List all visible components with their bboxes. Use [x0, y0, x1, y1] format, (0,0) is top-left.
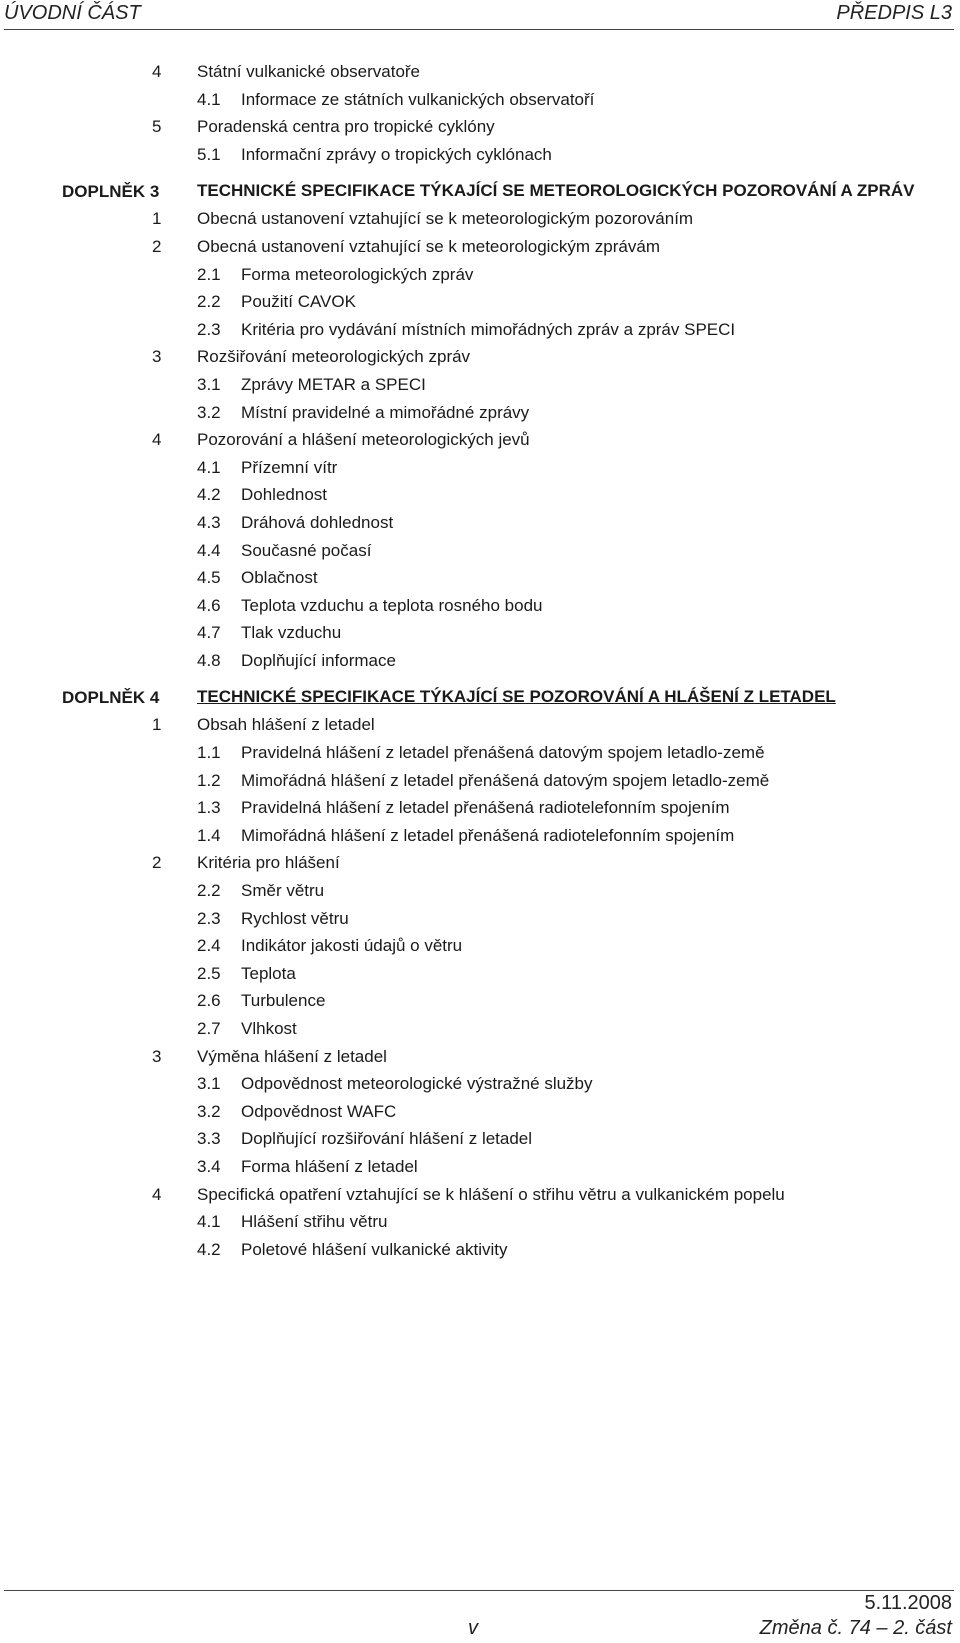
toc-item-number: 4.6	[197, 595, 221, 615]
toc-item-title: Pravidelná hlášení z letadel přenášená radiotelefonním spojením	[241, 798, 730, 818]
toc-item-title: Zprávy METAR a SPECI	[241, 374, 426, 394]
toc-item-title: Teplota vzduchu a teplota rosného bodu	[241, 595, 543, 615]
toc-item-number: 2.2	[197, 881, 221, 901]
toc-subsection-item	[0, 1098, 960, 1126]
appendix-title	[197, 178, 937, 203]
toc-subsection-item	[0, 1070, 960, 1098]
toc-subsection-item	[0, 371, 960, 399]
toc-item-title: Forma meteorologických zpráv	[241, 264, 474, 284]
toc-item-title: Forma hlášení z letadel	[241, 1156, 418, 1176]
appendix-title	[197, 684, 937, 709]
toc-item-title: Odpovědnost WAFC	[241, 1101, 397, 1121]
toc-section-item	[0, 58, 960, 86]
toc-item-number: 4.1	[197, 1212, 221, 1232]
toc-item-number: 3.3	[197, 1129, 221, 1149]
toc-subsection-item	[0, 1153, 960, 1181]
toc-appendix-heading	[0, 684, 960, 709]
toc-subsection-item	[0, 794, 960, 822]
toc-item-number: 4.1	[197, 457, 221, 477]
toc-item-number: 4	[152, 1184, 162, 1204]
toc-item-number: 4.8	[197, 650, 221, 670]
toc-subsection-item	[0, 1208, 960, 1236]
toc-item-number: 3.1	[197, 1074, 221, 1094]
toc-item-number: 3	[152, 1046, 162, 1066]
toc-item-number: 3.2	[197, 402, 221, 422]
toc-item-number: 2.6	[197, 991, 221, 1011]
toc-subsection-item	[0, 822, 960, 850]
toc-item-title: Současné počasí	[241, 540, 372, 560]
toc-item-title: Kritéria pro hlášení	[197, 853, 340, 873]
toc-appendix-heading	[0, 178, 960, 203]
toc-section-item	[0, 1181, 960, 1209]
toc-item-title: Poletové hlášení vulkanické aktivity	[241, 1239, 508, 1259]
toc-item-title: Mimořádná hlášení z letadel přenášená datovým spojem letadlo-země	[241, 770, 770, 790]
toc-item-title: Směr větru	[241, 881, 325, 901]
toc-item-title: Rychlost větru	[241, 908, 349, 928]
toc-item-number: 4.1	[197, 89, 221, 109]
toc-item-number: 5	[152, 117, 162, 137]
toc-item-number: 2.5	[197, 963, 221, 983]
toc-item-title: Kritéria pro vydávání místních mimořádných zpráv a zpráv SPECI	[241, 319, 736, 339]
toc-item-title: Státní vulkanické observatoře	[197, 62, 421, 81]
toc-item-title: Teplota	[241, 963, 296, 983]
toc-section-item	[0, 849, 960, 877]
toc-subsection-item	[0, 619, 960, 647]
toc-item-number: 2	[152, 236, 162, 256]
toc-section-item	[0, 343, 960, 371]
toc-item-number: 4.5	[197, 568, 221, 588]
toc-subsection-item	[0, 767, 960, 795]
toc-section-item	[0, 426, 960, 454]
toc-item-title: Použití CAVOK	[241, 292, 356, 312]
toc-item-title: Dohlednost	[241, 485, 328, 505]
toc-subsection-item	[0, 564, 960, 592]
toc-item-number: 2.3	[197, 908, 221, 928]
toc-item-number: 4.2	[197, 1239, 221, 1259]
toc-item-number: 3.4	[197, 1156, 221, 1176]
appendix-label: DOPLNĚK 3	[62, 182, 160, 202]
toc-section-item	[0, 205, 960, 233]
toc-item-number: 4	[152, 62, 162, 81]
toc-item-title: Pozorování a hlášení meteorologických jevů	[197, 430, 530, 450]
toc-subsection-item	[0, 592, 960, 620]
toc-subsection-item	[0, 905, 960, 933]
footer-amendment: Změna č. 74 – 2. část	[759, 1617, 952, 1639]
toc-item-title: Specifická opatření vztahující se k hlášení o střihu větru a vulkanickém popelu	[197, 1184, 785, 1204]
toc-item-title: Informační zprávy o tropických cyklónach	[241, 144, 552, 164]
toc-section-item	[0, 1043, 960, 1071]
toc-subsection-item	[0, 987, 960, 1015]
toc-subsection-item	[0, 261, 960, 289]
toc-subsection-item	[0, 481, 960, 509]
toc-item-number: 3.1	[197, 374, 221, 394]
header-divider	[4, 29, 954, 30]
toc-section-item	[0, 233, 960, 261]
toc-item-title: Odpovědnost meteorologické výstražné služby	[241, 1074, 593, 1094]
appendix-label: DOPLNĚK 4	[62, 688, 160, 708]
toc-subsection-item	[0, 960, 960, 988]
toc-item-number: 2	[152, 853, 162, 873]
toc-item-title: Poradenská centra pro tropické cyklóny	[197, 117, 495, 137]
toc-item-title: Mimořádná hlášení z letadel přenášená radiotelefonním spojením	[241, 825, 735, 845]
toc-item-number: 2.7	[197, 1019, 221, 1038]
toc-subsection-item	[0, 739, 960, 767]
toc-item-title: Pravidelná hlášení z letadel přenášená datovým spojem letadlo-země	[241, 743, 765, 763]
toc-item-number: 4.2	[197, 485, 221, 505]
footer-page-number: v	[468, 1617, 478, 1639]
toc-item-number: 1	[152, 715, 162, 735]
toc-item-number: 3.2	[197, 1101, 221, 1121]
toc-item-title: Hlášení střihu větru	[241, 1212, 388, 1232]
toc-subsection-item	[0, 1125, 960, 1153]
appendix-title-text: TECHNICKÉ SPECIFIKACE TÝKAJÍCÍ SE POZOROVÁNÍ A HLÁŠENÍ Z LETADEL	[197, 687, 836, 707]
table-of-contents	[0, 58, 960, 1263]
toc-subsection-item	[0, 647, 960, 675]
appendix-title-text: TECHNICKÉ SPECIFIKACE TÝKAJÍCÍ SE METEOROLOGICKÝCH POZOROVÁNÍ A ZPRÁV	[197, 181, 915, 201]
page-header	[0, 0, 960, 32]
toc-item-number: 3	[152, 347, 162, 367]
header-section-title: ÚVODNÍ ČÁST	[4, 2, 141, 24]
footer-date: 5.11.2008	[864, 1592, 952, 1614]
toc-subsection-item	[0, 288, 960, 316]
toc-item-number: 1.2	[197, 770, 221, 790]
toc-section-item	[0, 711, 960, 739]
toc-item-title: Informace ze státních vulkanických observatoří	[241, 89, 595, 109]
toc-item-title: Doplňující informace	[241, 650, 396, 670]
toc-subsection-item	[0, 509, 960, 537]
toc-item-number: 2.1	[197, 264, 221, 284]
toc-item-title: Obecná ustanovení vztahující se k meteorologickým pozorováním	[197, 209, 694, 229]
toc-subsection-item	[0, 932, 960, 960]
toc-item-number: 1.1	[197, 743, 221, 763]
toc-item-number: 1.3	[197, 798, 221, 818]
toc-item-title: Výměna hlášení z letadel	[197, 1046, 387, 1066]
toc-item-title: Doplňující rozšiřování hlášení z letadel	[241, 1129, 533, 1149]
toc-item-number: 5.1	[197, 144, 221, 164]
toc-subsection-item	[0, 454, 960, 482]
toc-item-number: 1	[152, 209, 162, 229]
toc-item-title: Rozšiřování meteorologických zpráv	[197, 347, 471, 367]
toc-item-title: Turbulence	[241, 991, 326, 1011]
toc-item-number: 4.7	[197, 623, 221, 643]
toc-item-title: Tlak vzduchu	[241, 623, 342, 643]
toc-subsection-item	[0, 399, 960, 427]
toc-subsection-item	[0, 877, 960, 905]
toc-item-number: 2.4	[197, 936, 221, 956]
toc-item-number: 2.3	[197, 319, 221, 339]
toc-item-number: 4	[152, 430, 162, 450]
toc-subsection-item	[0, 1015, 960, 1043]
toc-item-title: Oblačnost	[241, 568, 318, 588]
toc-item-number: 1.4	[197, 825, 221, 845]
toc-subsection-item	[0, 1236, 960, 1264]
footer-divider	[4, 1590, 954, 1591]
toc-item-title: Dráhová dohlednost	[241, 512, 394, 532]
toc-item-title: Obsah hlášení z letadel	[197, 715, 375, 735]
toc-section-item	[0, 113, 960, 141]
toc-item-number: 4.4	[197, 540, 221, 560]
toc-subsection-item	[0, 141, 960, 169]
header-regulation-id: PŘEDPIS L3	[836, 2, 952, 24]
toc-item-title: Obecná ustanovení vztahující se k meteorologickým zprávám	[197, 236, 660, 256]
toc-subsection-item	[0, 86, 960, 114]
toc-subsection-item	[0, 537, 960, 565]
toc-item-title: Indikátor jakosti údajů o větru	[241, 936, 463, 956]
toc-item-number: 4.3	[197, 512, 221, 532]
toc-item-number: 2.2	[197, 292, 221, 312]
toc-item-title: Místní pravidelné a mimořádné zprávy	[241, 402, 530, 422]
toc-item-title: Vlhkost	[241, 1019, 297, 1038]
toc-item-title: Přízemní vítr	[241, 457, 338, 477]
toc-subsection-item	[0, 316, 960, 344]
